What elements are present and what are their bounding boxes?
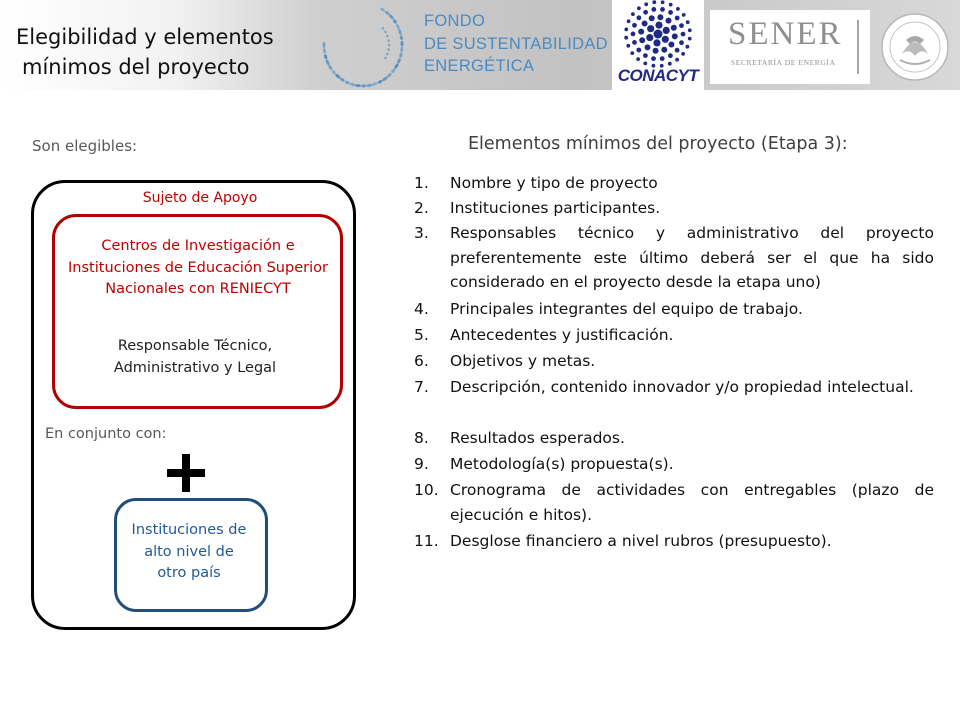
list-item-number: 11. [414,532,439,550]
list-item-number: 8. [414,429,429,447]
list-item-text: Nombre y tipo de proyecto [450,174,658,192]
centros-line-1: Centros de Investigación e [101,238,295,254]
list-item-text: Resultados esperados. [450,429,625,447]
list-item-text: Principales integrantes del equipo de trabajo. [450,300,803,318]
slide-title-line-1: Elegibilidad y elementos [16,25,274,49]
slide-title-line-2: mínimos del proyecto [22,55,250,79]
list-item [414,196,934,221]
responsable-line-2: Administrativo y Legal [113,359,277,376]
instituciones-line-2: alto nivel de [144,543,234,560]
conacyt-logo [612,0,704,90]
fse-line-1: FONDO [424,12,486,30]
list-item [414,297,934,322]
list-item [414,452,934,477]
list-item [414,221,934,295]
list-item-text: Antecedentes y justificación. [450,326,674,344]
list-item-number: 3. [414,224,429,242]
header-band [0,0,960,90]
mexico-seal-icon [876,10,954,84]
list-item-number: 7. [414,378,429,396]
list-item-text: Responsables técnico y administrativo del proyecto preferentemente este último deberá ser el que ha sido considerado en el proyecto desde la etapa uno) [450,224,934,291]
centros-line-2: Instituciones de Educación Superior [68,259,328,276]
list-item-number: 10. [414,481,439,499]
plus-icon [163,452,209,494]
sener-logo-text: SENER [728,16,843,52]
elementos-heading: Elementos mínimos del proyecto (Etapa 3): [468,134,848,154]
en-conjunto-label: En conjunto con: [45,426,167,442]
list-item-text: Objetivos y metas. [450,352,596,370]
list-item-text: Desglose financiero a nivel rubros (presupuesto). [450,532,832,550]
list-item-text: Metodología(s) propuesta(s). [450,455,674,473]
list-item-number: 5. [414,326,429,344]
responsable-line-1: Responsable Técnico, [117,338,273,354]
conacyt-logo-text: CONACYT [617,66,699,85]
list-item [414,323,934,348]
responsable-text [90,336,300,379]
list-item-text: Instituciones participantes. [450,199,661,217]
centros-investigacion-text [60,236,336,301]
list-item-number: 1. [414,174,429,192]
fse-line-2: DE SUSTENTABILIDAD [424,34,608,53]
fse-line-3: ENERGÉTICA [424,57,535,75]
fse-logo-icon [313,0,413,90]
centros-line-3: Nacionales con RENIECYT [105,281,291,297]
list-item-text: Cronograma de actividades con entregables (plazo de ejecución e hitos). [450,481,934,524]
list-item-text: Descripción, contenido innovador y/o propiedad intelectual. [450,378,914,396]
sujeto-apoyo-label: Sujeto de Apoyo [142,190,258,206]
list-item [414,529,934,554]
sener-divider [857,20,859,74]
instituciones-line-1: Instituciones de [131,522,247,538]
eligible-heading: Son elegibles: [32,137,138,155]
conacyt-dots-icon [612,0,704,68]
list-item [414,478,934,527]
instituciones-line-3: otro país [157,565,221,581]
fse-logo-text [424,10,624,78]
list-item-number: 4. [414,300,429,318]
slide-title [16,22,316,82]
list-item [414,426,934,451]
list-item-number: 9. [414,455,429,473]
sener-logo [710,10,870,84]
list-item-number: 6. [414,352,429,370]
instituciones-extranjeras-text [114,520,264,585]
list-item-number: 2. [414,199,429,217]
sener-subtitle: SECRETARÍA DE ENERGÍA [731,58,836,67]
list-item [414,171,934,196]
list-item [414,349,934,374]
list-item [414,375,934,400]
